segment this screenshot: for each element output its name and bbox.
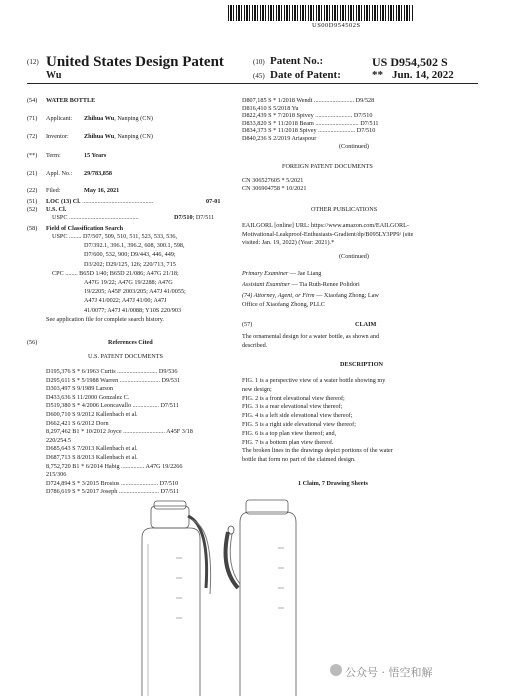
filed-value: May 16, 2021 [84, 187, 120, 194]
description-line: bottle that form no part of the claimed design. [242, 456, 356, 464]
reference-row: D834,373 S * 11/2018 Spivey ........................ D7/510 [242, 127, 376, 135]
field-search-line: D7/392.1, 396.1, 396.2, 608, 300.1, 598, [84, 242, 185, 250]
other-publication-line: visited: Jan. 19, 2022) (Year: 2021).* [242, 239, 335, 247]
field-search-line: D7/600, 532, 900; D9/443, 446, 449; [84, 251, 176, 259]
reference-row: D687,713 S 8/2013 Kallenbach et al. [46, 454, 138, 461]
field-search-line: See application file for complete search history. [46, 315, 164, 323]
foreign-doc-row: CN 306904758 * 10/2021 [242, 185, 307, 192]
inventor-place: , Nanping (CN) [114, 133, 153, 140]
reference-row: D600,710 S 9/2012 Kallenbach et al. [46, 411, 138, 418]
loc-dots: .............................................. [80, 198, 154, 205]
reference-row: 215/306 [46, 471, 67, 479]
assistant-examiner-name: — Tia Ruth-Renee Polidori [289, 281, 360, 288]
reference-row: D816,410 S 5/2018 Yu [242, 104, 299, 112]
other-publication-line: Motivational-Leakproof-Enthusiasts-Gradient/dp/B095LY3PP9/ (site [242, 230, 414, 238]
attorney-office: Office of Xiaofang Zhong, PLLC [242, 301, 325, 308]
inventor-label: Inventor: [46, 133, 69, 140]
reference-row: 220/254.5 [46, 436, 71, 444]
term-code: (**) [27, 152, 38, 159]
description-line: FIG. 6 is a top plan view thereof; and, [242, 429, 337, 437]
term-value: 15 Years [84, 152, 107, 159]
reference-row: D295,611 S * 5/1988 Warren .......................... D9/531 [46, 376, 181, 384]
bottle-fig-right [226, 500, 296, 696]
reference-row: D833,820 S * 11/2018 Beam ............................ D7/511 [242, 119, 379, 127]
applicant-place: , Nanping (CN) [114, 115, 153, 122]
references-cited-title: References Cited [108, 339, 153, 346]
field-search-line: CPC ........ B65D 1/40; B65D 21/086; A47G 21/18; [52, 269, 179, 277]
f58-code: (58) [27, 225, 38, 232]
description-line: FIG. 4 is a left side elevational view thereof; [242, 412, 353, 420]
reference-row: 8,752,720 B1 * 6/2014 Habig ............... A47G 19/2266 [46, 462, 183, 470]
attorney-name: — Xiaofang Zhong; Law [314, 292, 379, 299]
reference-row: D662,421 S 6/2012 Dorn [46, 419, 109, 427]
reference-row: D840,236 S 2/2019 Ariaspour [242, 135, 317, 142]
us-cl-label: U.S. Cl. [46, 206, 67, 213]
claim-line: The ornamental design for a water bottle, as shown and [242, 333, 380, 340]
primary-examiner-name: — Jae Liang [288, 270, 322, 277]
date-label: Date of Patent: [270, 69, 341, 81]
other-publication-line: EAILGORL [online] URL: https://www.amazon.com/EAILGORL- [242, 222, 409, 229]
description-line: FIG. 2 is a front elevational view thereof; [242, 394, 345, 402]
foreign-docs-title: FOREIGN PATENT DOCUMENTS [282, 163, 373, 170]
loc-label: LOC (13) Cl. [46, 198, 81, 205]
f72-code: (72) [27, 133, 38, 140]
code-12: (12) [27, 58, 39, 66]
description-line: new design; [242, 385, 272, 393]
primary-examiner-label: Primary Examiner [242, 270, 289, 277]
description-line: FIG. 7 is a bottom plan view thereof. [242, 438, 334, 446]
wechat-logo-icon [330, 664, 342, 676]
appl-no-value: 29/783,858 [84, 170, 113, 177]
f71-code: (71) [27, 115, 38, 122]
f56-code: (56) [27, 339, 38, 346]
f21-code: (21) [27, 170, 38, 177]
continued-2: (Continued) [339, 253, 369, 260]
reference-row: D433,636 S 11/2000 Gonzalez C. [46, 393, 130, 401]
reference-row: D685,643 S 7/2013 Kallenbach et al. [46, 445, 138, 453]
term-label: Term: [46, 152, 61, 159]
patent-type-title: United States Design Patent [46, 54, 224, 70]
uspc-line: USPC ............................................. [52, 214, 139, 221]
continued-1: (Continued) [339, 143, 369, 150]
claim-count: 1 Claim, 7 Drawing Sheets [298, 480, 368, 487]
field-search-line: 19/2205; A45F 2003/205; A47J 41/0055; [84, 288, 186, 296]
f52-code: (52) [27, 206, 38, 213]
description-line: FIG. 1 is a perspective view of a water bottle showing my [242, 377, 386, 384]
claim-line: described. [242, 341, 268, 349]
description-line: FIG. 5 is a right side elevational view thereof; [242, 421, 356, 428]
title-field: WATER BOTTLE [46, 97, 96, 104]
reference-row: 8,297,462 B1 * 10/2012 Joyce ........................... A45F 3/18 [46, 428, 193, 436]
field-search-line: A47G 19/22; A47G 19/2288; A47G [84, 279, 173, 286]
header-rule [27, 83, 478, 84]
f22-code: (22) [27, 187, 38, 194]
inventor-surname: Wu [46, 70, 62, 81]
applicant-label: Applicant: [46, 115, 73, 122]
bottle-fig-left [142, 501, 211, 696]
reference-row: D822,439 S * 7/2018 Spivey ........................ D7/510 [242, 112, 373, 120]
uspc-secondary: ; D7/511 [192, 214, 215, 221]
patent-no-label: Patent No.: [270, 55, 324, 67]
other-publications-title: OTHER PUBLICATIONS [311, 206, 378, 213]
field-search-line: A47J 41/0022; A47J 41/00; A47J [84, 297, 167, 305]
reference-row: D195,376 S * 6/1963 Curtis .......................... D9/536 [46, 368, 178, 375]
claim-code: (57) [242, 321, 253, 328]
foreign-doc-row: CN 306527605 * 5/2021 [242, 177, 304, 184]
barcode-number: US00D954502S [312, 22, 361, 29]
reference-row: D519,380 S * 4/2006 Leoncavallo ................. D7/511 [46, 402, 179, 410]
claim-title: CLAIM [355, 321, 377, 328]
field-search-label: Field of Classification Search [46, 225, 124, 232]
filed-label: Filed: [46, 187, 61, 194]
code-45: (45) [253, 72, 265, 80]
assistant-examiner-label: Assistant Examiner [242, 281, 290, 288]
patent-number: US D954,502 S [372, 55, 448, 69]
f54-code: (54) [27, 97, 38, 104]
uspc-primary: D7/510 [174, 214, 193, 221]
reference-row: D807,185 S * 1/2018 Wendt .......................... D9/528 [242, 97, 375, 104]
us-patent-docs-title: U.S. PATENT DOCUMENTS [88, 353, 163, 360]
reference-row: D724,894 S * 3/2015 Brosius ........................ D7/510 [46, 479, 179, 487]
field-search-line: D3/202; D29/125, 126; 220/713, 715 [84, 260, 176, 268]
watermark-text: 公众号 · 悟空和解 [345, 666, 433, 679]
description-line: FIG. 3 is a rear elevational view thereof; [242, 403, 343, 411]
code-10: (10) [253, 58, 265, 66]
reference-row: D303,497 S 9/1989 Larson [46, 385, 114, 393]
barcode [228, 5, 414, 21]
applicant-name: Zhihua Wu [84, 115, 115, 122]
loc-value: 07-01 [206, 198, 221, 205]
f51-code: (51) [27, 198, 38, 205]
field-search-line: USPC ........ D7/507, 509, 510, 511, 523, 533, 536, [52, 233, 178, 240]
field-search-line: 41/0077; A47J 41/0088; Y10S 220/903 [84, 306, 182, 314]
attorney-label: (74) Attorney, Agent, or Firm [242, 292, 315, 299]
date-mark: ** [372, 69, 383, 81]
appl-no-label: Appl. No.: [46, 170, 73, 177]
reference-row: D786,619 S * 5/2017 Joseph .......................... D7/511 [46, 488, 179, 496]
description-line: The broken lines in the drawings depict portions of the water [242, 447, 393, 455]
description-title: DESCRIPTION [340, 361, 383, 368]
inventor-name: Zhihua Wu [84, 133, 115, 140]
patent-date: Jun. 14, 2022 [392, 69, 454, 81]
